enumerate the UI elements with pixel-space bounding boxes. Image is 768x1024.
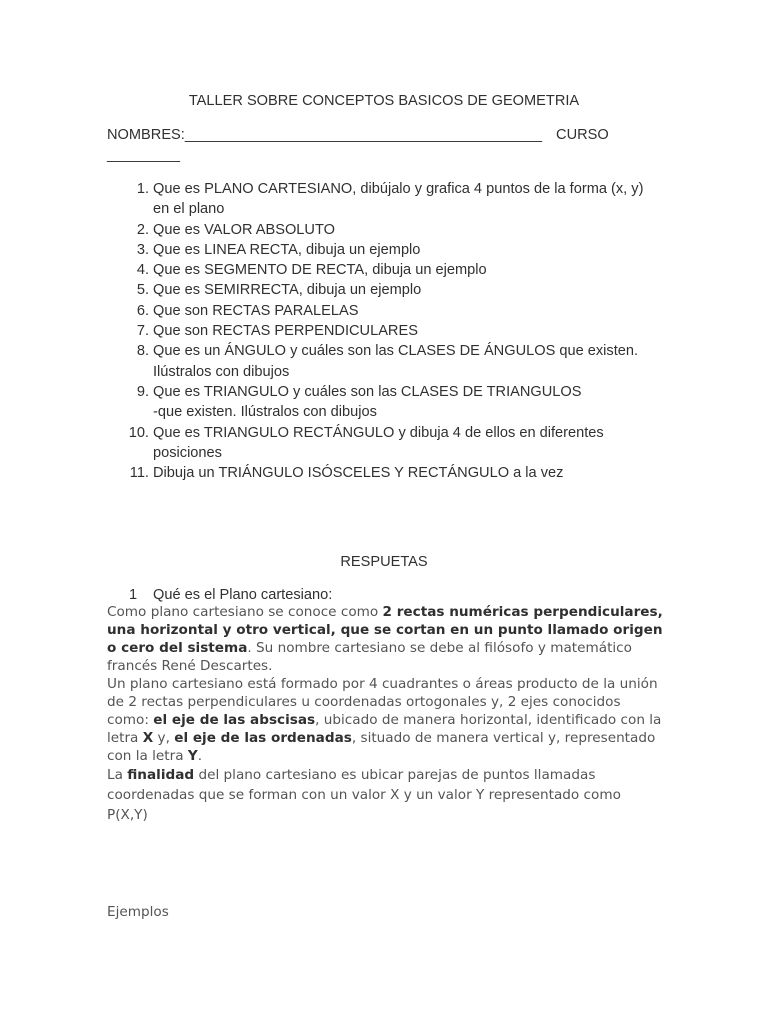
question-item <box>107 240 667 260</box>
answers-title: RESPUETAS <box>340 554 428 570</box>
question-item <box>107 301 667 321</box>
examples-heading: Ejemplos <box>107 904 169 920</box>
question-text: Que es PLANO CARTESIANO, dibújalo y grafica 4 puntos de la forma (x, y) <box>153 181 644 197</box>
question-text: Que son RECTAS PERPENDICULARES <box>153 323 418 340</box>
question-number: 2. <box>136 221 149 238</box>
text-run: , ubicado de manera horizontal, identificado con la letra <box>107 712 662 746</box>
question-number: 8. <box>136 343 149 360</box>
text-run: , situado de manera vertical y, representado con la letra <box>107 730 656 764</box>
question-number: 10. <box>128 424 149 441</box>
text-run: Como plano cartesiano se conoce como <box>107 604 383 620</box>
question-text: Que es LINEA RECTA, dibuja un ejemplo <box>153 241 421 258</box>
question-item <box>107 341 667 382</box>
question-text: Que es SEMIRRECTA, dibuja un ejemplo <box>153 282 422 299</box>
text-run: . <box>197 748 203 764</box>
names-line <box>107 125 667 165</box>
question-number: 11. <box>129 465 149 482</box>
text-run: . Su nombre cartesiano se debe al filósofo y matemático francés René Descartes. <box>107 640 632 674</box>
answer-number: 1 <box>129 587 138 603</box>
question-text-continued: posiciones <box>153 444 222 461</box>
bold-run: 2 rectas numéricas perpendiculares, una horizontal y otro vertical, que se cortan en un punto llamado origen o cero del sistema <box>107 604 663 656</box>
question-number: 3. <box>136 241 149 258</box>
question-number: 1. <box>136 181 149 197</box>
question-text: Que es VALOR ABSOLUTO <box>153 221 335 238</box>
question-item <box>107 220 667 240</box>
question-item <box>107 260 667 280</box>
question-list <box>107 179 667 483</box>
question-text: Que es TRIANGULO RECTÁNGULO y dibuja 4 de ellos en diferentes <box>153 424 604 441</box>
bold-run: finalidad <box>127 767 195 783</box>
question-text: Que es TRIANGULO y cuáles son las CLASES DE TRIANGULOS <box>153 383 582 400</box>
question-text-continued: Ilústralos con dibujos <box>153 363 290 380</box>
question-item <box>107 280 667 300</box>
bold-run: Y <box>187 748 198 764</box>
answer-heading <box>107 586 332 604</box>
question-item <box>107 179 667 220</box>
question-text: Dibuja un TRIÁNGULO ISÓSCELES Y RECTÁNGULO a la vez <box>153 465 564 482</box>
bold-run: el eje de las ordenadas <box>174 730 352 746</box>
question-text-continued: en el plano <box>153 201 225 218</box>
bold-run: X <box>142 730 154 746</box>
question-item <box>107 463 667 483</box>
answer-body <box>107 603 663 825</box>
text-run: del plano cartesiano es ubicar parejas de puntos llamadas coordenadas que se forman con un valor X y un valor Y representado como P(X,Y) <box>107 767 621 823</box>
answer-paragraph <box>107 603 663 675</box>
question-number: 4. <box>136 262 149 279</box>
answer-paragraph <box>107 675 663 765</box>
text-run: Un plano cartesiano está formado por 4 cuadrantes o áreas producto de la unión de 2 rectas perpendiculares u coordenadas ortogonales y, 2 ejes conocidos como: <box>107 676 658 728</box>
course-blank: _________ <box>107 147 181 163</box>
text-run: La <box>107 767 128 783</box>
document-title: TALLER SOBRE CONCEPTOS BASICOS DE GEOMETRIA <box>188 93 580 109</box>
bold-run: el eje de las abscisas <box>153 712 316 728</box>
question-text: Que es SEGMENTO DE RECTA, dibuja un ejemplo <box>153 262 487 279</box>
question-item <box>107 423 667 464</box>
question-number: 6. <box>136 302 149 319</box>
question-number: 5. <box>136 282 149 299</box>
answer-question: Qué es el Plano cartesiano: <box>153 587 333 603</box>
question-text-continued: -que existen. Ilústralos con dibujos <box>153 404 377 421</box>
question-item <box>107 382 667 423</box>
question-number: 9. <box>136 383 149 400</box>
question-text: Que es un ÁNGULO y cuáles son las CLASES DE ÁNGULOS que existen. <box>153 343 639 360</box>
question-item <box>107 321 667 341</box>
text-run: y, <box>153 730 175 746</box>
course-label: CURSO <box>556 127 609 143</box>
question-number: 7. <box>136 323 149 340</box>
names-label: NOMBRES:____________________________________________ <box>107 127 542 143</box>
question-text: Que son RECTAS PARALELAS <box>153 302 359 319</box>
answer-paragraph <box>107 765 663 825</box>
